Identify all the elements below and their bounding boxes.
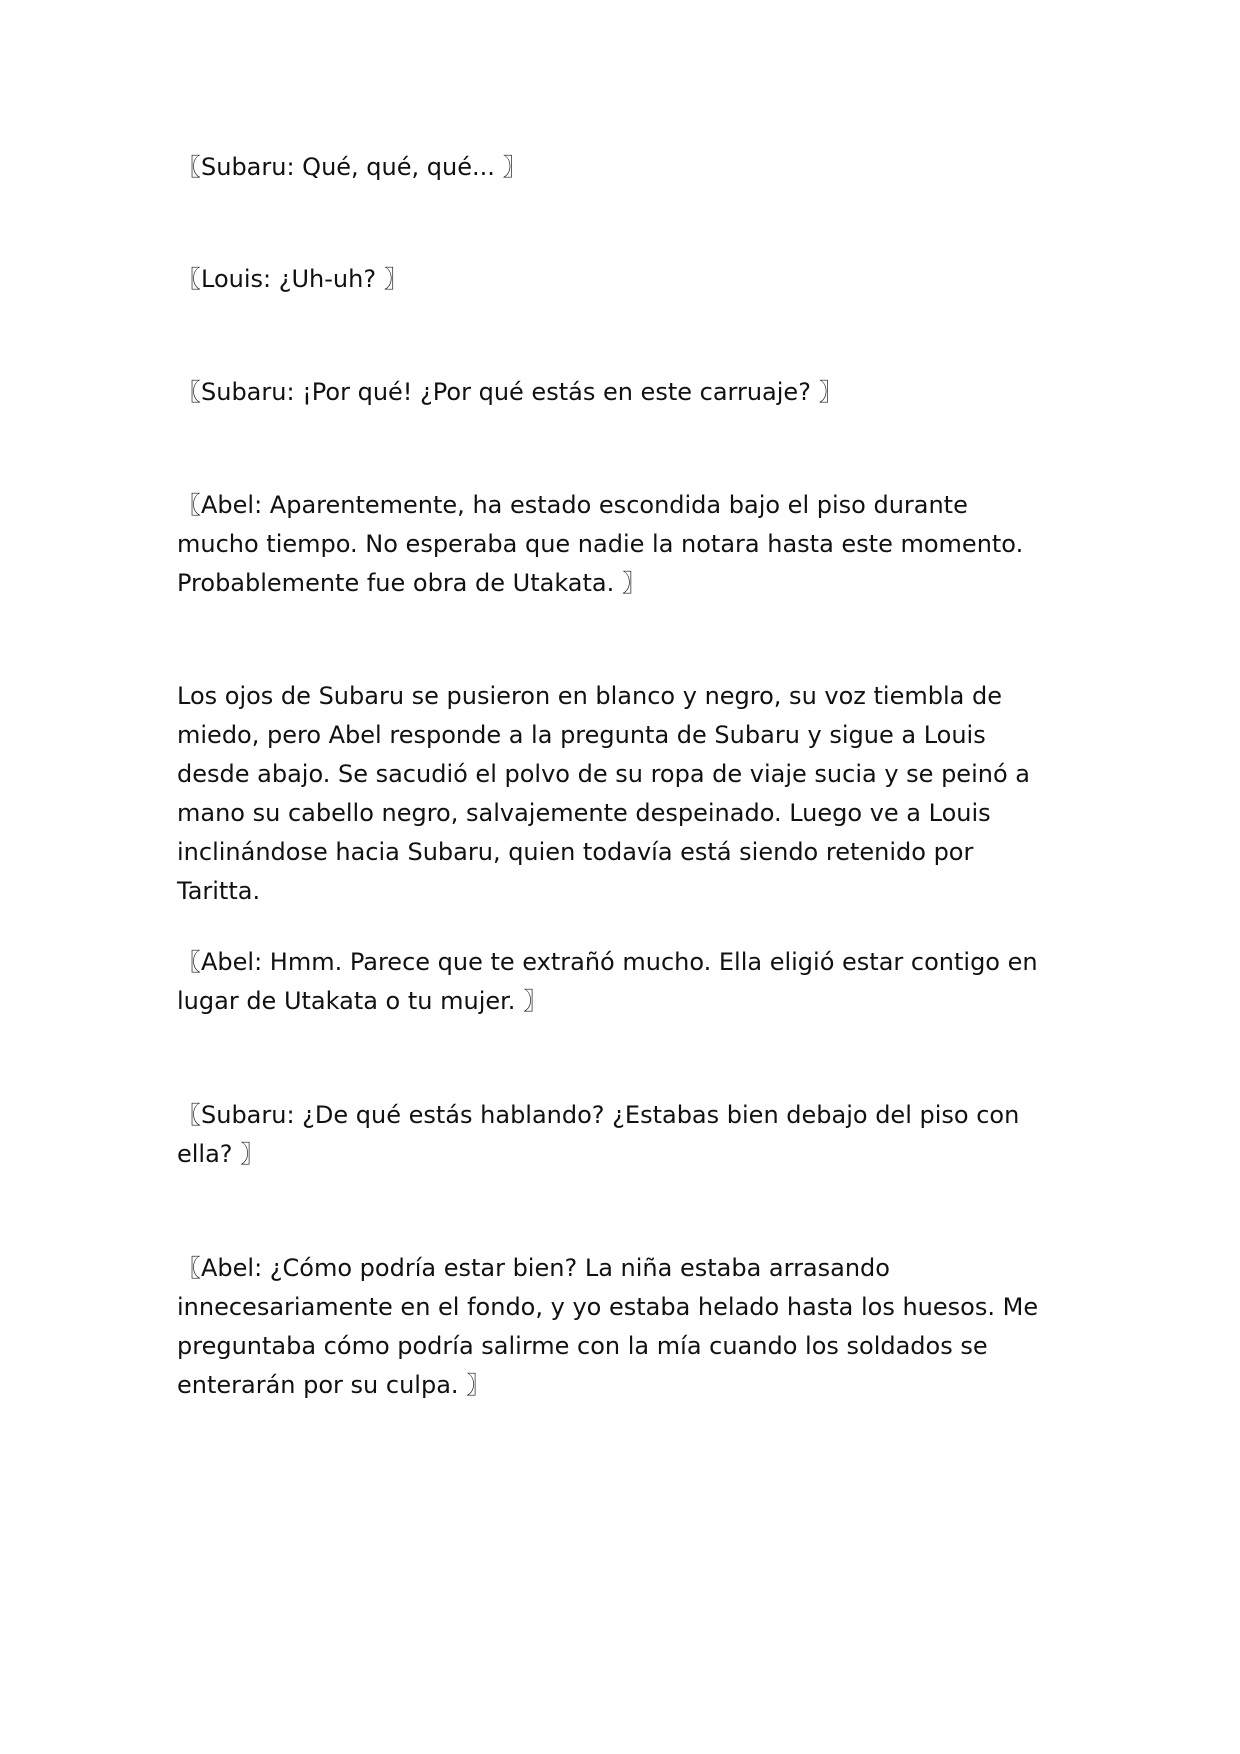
dialogue-louis-1: 〖Louis: ¿Uh-uh? 〗 bbox=[177, 265, 408, 293]
dialogue-abel-2: 〖Abel: Hmm. Parece que te extrañó mucho. Ella eligió estar contigo en lugar de Utakata o tu mujer. 〗 bbox=[177, 948, 1038, 1015]
narration-paragraph: Los ojos de Subaru se pusieron en blanco y negro, su voz tiembla de miedo, pero Abel responde a la pregunta de Subaru y sigue a Louis desde abajo. Se sacudió el polvo de su ropa de viaje sucia y se peinó a mano su cabello negro, salvajemente despeinado. Luego ve a Louis inclinándose hacia Subaru, quien todavía está siendo retenido por Taritta. bbox=[177, 682, 1030, 905]
dialogue-abel-1: 〖Abel: Aparentemente, ha estado escondida bajo el piso durante mucho tiempo. No esperaba que nadie la notara hasta este momento. Probablemente fue obra de Utakata. 〗 bbox=[177, 491, 1024, 597]
dialogue-subaru-1: 〖Subaru: Qué, qué, qué... 〗 bbox=[177, 153, 527, 181]
dialogue-abel-3: 〖Abel: ¿Cómo podría estar bien? La niña estaba arrasando innecesariamente en el fondo, y yo estaba helado hasta los huesos. Me preguntaba cómo podría salirme con la mía cuando los soldados se enterarán por su culpa. 〗 bbox=[177, 1254, 1039, 1399]
dialogue-subaru-3: 〖Subaru: ¿De qué estás hablando? ¿Estabas bien debajo del piso con ella? 〗 bbox=[177, 1101, 1020, 1168]
dialogue-subaru-2: 〖Subaru: ¡Por qué! ¿Por qué estás en este carruaje? 〗 bbox=[177, 378, 843, 406]
